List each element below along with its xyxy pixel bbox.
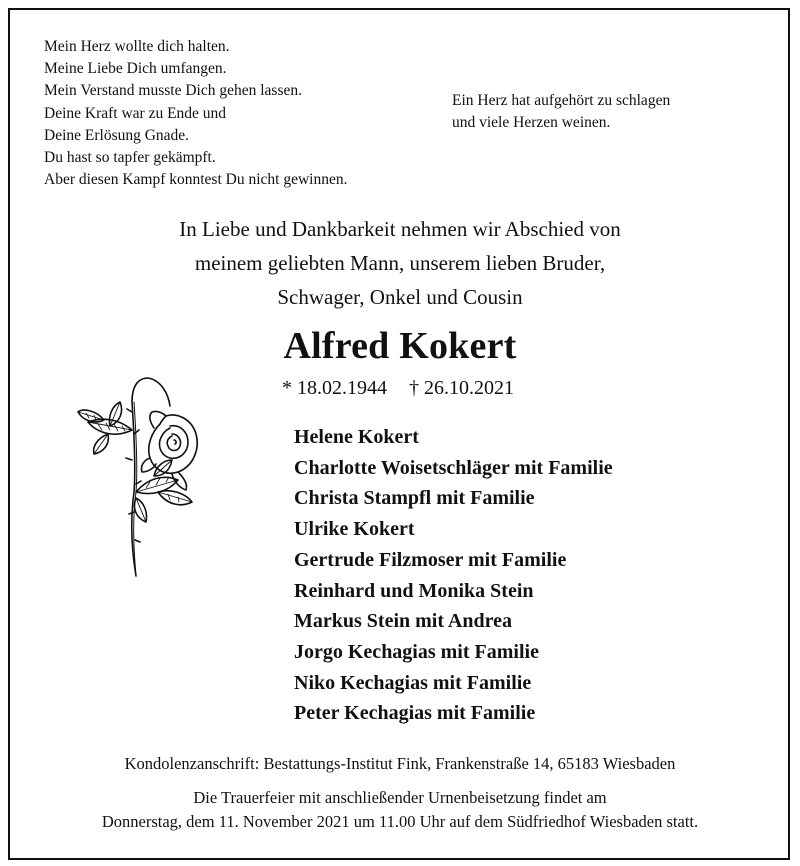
poem-right bbox=[452, 90, 752, 134]
poem-right-line: und viele Herzen weinen. bbox=[452, 114, 611, 132]
poem-left-line: Mein Herz wollte dich halten. bbox=[44, 38, 230, 55]
life-dates bbox=[282, 374, 514, 402]
poem-right-line: Ein Herz hat aufgehört zu schlagen bbox=[452, 92, 671, 109]
service-line: Die Trauerfeier mit anschließender Urnenbeisetzung findet am bbox=[193, 788, 607, 807]
mourner-item: Markus Stein mit Andrea bbox=[294, 610, 512, 633]
poem-left-line: Mein Verstand musste Dich gehen lassen. bbox=[44, 82, 302, 100]
mourner-item: Charlotte Woisetschläger mit Familie bbox=[294, 456, 613, 479]
mourner-item: Reinhard und Monika Stein bbox=[294, 579, 534, 602]
mourner-item: Niko Kechagias mit Familie bbox=[294, 671, 532, 694]
poem-left-line: Deine Kraft war zu Ende und bbox=[44, 104, 227, 122]
funeral-service-info bbox=[0, 786, 800, 834]
birth-date: * 18.02.1944 bbox=[282, 377, 387, 399]
service-line: Donnerstag, dem 11. November 2021 um 11.00 Uhr auf dem Südfriedhof Wiesbaden statt. bbox=[101, 812, 699, 831]
rose-icon bbox=[74, 372, 204, 578]
intro-line: meinem geliebten Mann, unserem lieben Bruder, bbox=[194, 251, 606, 275]
poem-left-line: Aber diesen Kampf konntest Du nicht gewinnen. bbox=[44, 171, 348, 189]
mourners-list bbox=[294, 422, 613, 729]
mourner-item: Peter Kechagias mit Familie bbox=[294, 702, 536, 725]
deceased-name: Alfred Kokert bbox=[283, 325, 517, 367]
poem-left-line: Meine Liebe Dich umfangen. bbox=[44, 60, 227, 78]
mourner-item: Ulrike Kokert bbox=[294, 518, 415, 541]
mourner-item: Jorgo Kechagias mit Familie bbox=[294, 640, 539, 663]
intro-line: Schwager, Onkel und Cousin bbox=[277, 285, 523, 309]
intro-line: In Liebe und Dankbarkeit nehmen wir Abschied von bbox=[179, 217, 621, 241]
mourner-item: Christa Stampfl mit Familie bbox=[294, 487, 535, 510]
farewell-intro bbox=[0, 212, 800, 314]
poem-left-line: Du hast so tapfer gekämpft. bbox=[44, 149, 216, 167]
mourner-item: Helene Kokert bbox=[294, 426, 419, 448]
poem-left bbox=[44, 36, 414, 191]
mourner-item: Gertrude Filzmoser mit Familie bbox=[294, 548, 567, 571]
poem-left-line: Deine Erlösung Gnade. bbox=[44, 126, 190, 144]
death-date: † 26.10.2021 bbox=[409, 377, 514, 399]
condolence-address: Kondolenzanschrift: Bestattungs-Institut Fink, Frankenstraße 14, 65183 Wiesbaden bbox=[124, 754, 676, 773]
